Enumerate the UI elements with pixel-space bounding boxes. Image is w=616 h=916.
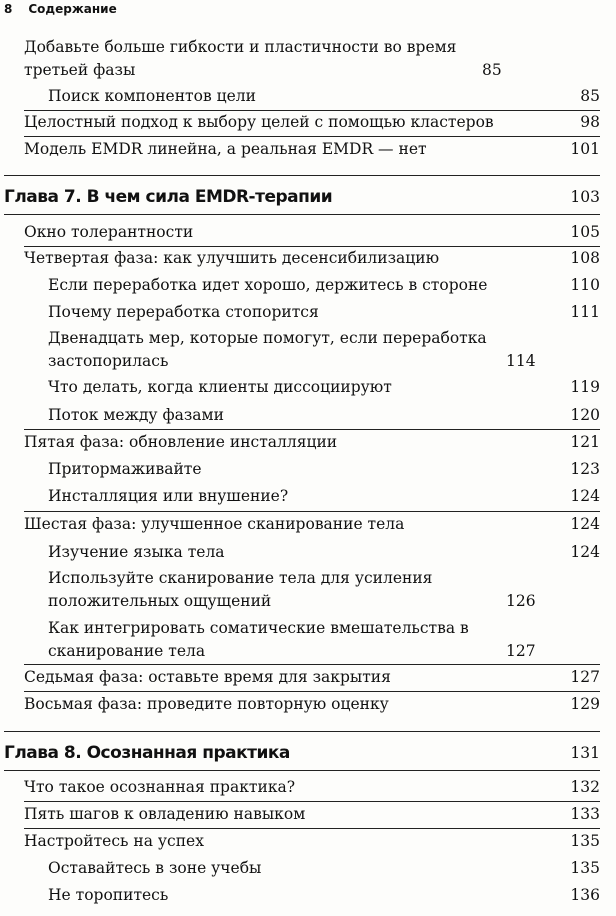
toc-entry-page: 108 (570, 249, 600, 267)
divider (24, 664, 600, 665)
toc-entry[interactable] (24, 138, 600, 161)
toc-entry-title: Притормаживайте (48, 460, 202, 478)
toc-entry-page: 114 (506, 352, 536, 370)
toc-entry[interactable] (48, 857, 600, 880)
toc-entry-title: Настройтесь на успех (24, 832, 204, 850)
toc-entry-page: 136 (570, 886, 600, 904)
toc-entry[interactable] (48, 884, 600, 907)
toc-entry-page: 126 (506, 592, 536, 610)
toc-entry-page: 133 (570, 805, 600, 823)
chapter-page: 103 (570, 188, 600, 206)
toc-entry[interactable] (24, 221, 600, 244)
toc-entry-title: Инсталляция или внушение? (48, 487, 289, 505)
toc-entry-page: 98 (580, 113, 600, 131)
toc-entry-page: 120 (570, 406, 600, 424)
toc-entry-page: 119 (570, 378, 600, 396)
divider (4, 770, 600, 771)
divider (4, 214, 600, 215)
toc-entry-page: 85 (580, 87, 600, 105)
toc-entry[interactable] (48, 617, 600, 663)
toc-entry-page: 135 (570, 859, 600, 877)
toc-entry-page: 132 (570, 778, 600, 796)
toc-entry-title: Шестая фаза: улучшенное сканирование тела (24, 515, 405, 533)
toc-entry[interactable] (24, 36, 600, 82)
divider (24, 511, 600, 512)
toc-entry-title: Что делать, когда клиенты диссоциируют (48, 378, 392, 396)
toc-entry-title: Четвертая фаза: как улучшить десенсибилизацию (24, 249, 440, 267)
toc-entry-title: Целостный подход к выбору целей с помощью кластеров (24, 113, 494, 131)
chapter-page: 131 (570, 744, 600, 762)
toc-entry-page: 124 (570, 515, 600, 533)
toc-entry-page: 135 (570, 832, 600, 850)
toc-entry-page: 101 (570, 140, 600, 158)
toc-entry-title: Почему переработка стопорится (48, 303, 319, 321)
divider (4, 175, 600, 176)
toc-entry[interactable] (48, 327, 600, 373)
divider (4, 731, 600, 732)
toc-entry[interactable] (24, 776, 600, 799)
toc-entry[interactable] (48, 404, 600, 427)
toc-entry[interactable] (24, 431, 600, 454)
chapter-heading[interactable] (4, 186, 600, 209)
toc-entry[interactable] (48, 541, 600, 564)
toc-entry-title: Изучение языка тела (48, 543, 225, 561)
toc-entry[interactable] (24, 693, 600, 716)
toc-entry[interactable] (24, 247, 600, 270)
toc-entry-title: Не торопитесь (48, 886, 169, 904)
toc-entry-title: Пять шагов к овладению навыком (24, 805, 306, 823)
toc-entry[interactable] (24, 666, 600, 689)
chapter-title: Глава 8. Осознанная практика (4, 743, 290, 763)
toc-entry-page: 105 (570, 223, 600, 241)
toc-entry-page: 124 (570, 543, 600, 561)
toc-entry-title: Как интегрировать соматические вмешательства в сканирование тела (48, 619, 469, 660)
divider (24, 691, 600, 692)
toc-entry-title: Модель EMDR линейна, а реальная EMDR — нет (24, 140, 427, 158)
toc-entry[interactable] (48, 85, 600, 108)
toc-entry[interactable] (24, 803, 600, 826)
toc-entry-title: Что такое осознанная практика? (24, 778, 296, 796)
running-header (4, 0, 117, 18)
divider (24, 801, 600, 802)
divider (24, 429, 600, 430)
toc-entry-title: Пятая фаза: обновление инсталляции (24, 433, 338, 451)
toc-entry-title: Окно толерантности (24, 223, 194, 241)
toc-entry-title: Поиск компонентов цели (48, 87, 256, 105)
toc-entry[interactable] (24, 830, 600, 853)
toc-entry[interactable] (48, 274, 600, 297)
toc-entry-title: Добавьте больше гибкости и пластичности во время третьей фазы (24, 38, 457, 79)
chapter-title: Глава 7. В чем сила EMDR-терапии (4, 187, 333, 207)
toc-entry-title: Если переработка идет хорошо, держитесь в стороне (48, 276, 488, 294)
toc-entry-title: Двенадцать мер, которые помогут, если переработка застопорилась (48, 329, 487, 370)
toc-entry-title: Восьмая фаза: проведите повторную оценку (24, 695, 389, 713)
chapter-heading[interactable] (4, 742, 600, 765)
toc-entry-title: Поток между фазами (48, 406, 224, 424)
toc-entry-page: 123 (570, 460, 600, 478)
header-title: Содержание (28, 2, 117, 16)
toc-entry-title: Седьмая фаза: оставьте время для закрытия (24, 668, 391, 686)
toc-entry-page: 124 (570, 487, 600, 505)
toc-entry[interactable] (48, 485, 600, 508)
header-page-number: 8 (4, 2, 13, 16)
toc-entry-title: Оставайтесь в зоне учебы (48, 859, 262, 877)
toc-entry-title: Используйте сканирование тела для усиления положительных ощущений (48, 569, 433, 610)
toc-entry-page: 111 (570, 303, 600, 321)
toc-entry-page: 110 (570, 276, 600, 294)
toc-entry[interactable] (24, 111, 600, 134)
toc-entry-page: 129 (570, 695, 600, 713)
toc-entry-page: 85 (482, 61, 502, 79)
toc-entry-page: 127 (506, 642, 536, 660)
toc-entry-page: 121 (570, 433, 600, 451)
toc-entry[interactable] (48, 376, 600, 399)
toc-entry-page: 127 (570, 668, 600, 686)
toc-entry[interactable] (48, 301, 600, 324)
toc-entry[interactable] (24, 513, 600, 536)
divider (24, 828, 600, 829)
toc-entry[interactable] (48, 458, 600, 481)
divider (24, 136, 600, 137)
toc-entry[interactable] (48, 567, 600, 613)
